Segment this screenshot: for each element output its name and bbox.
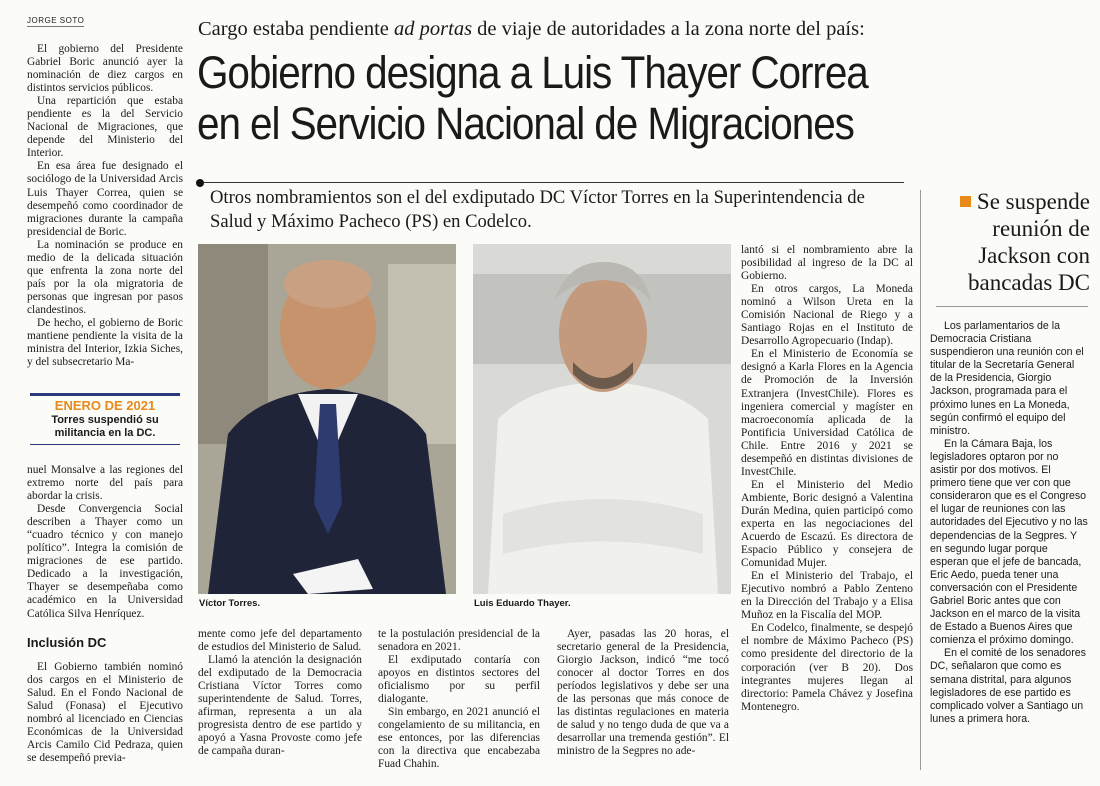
column-2 bbox=[198, 628, 362, 758]
photo-caption-left: Víctor Torres. bbox=[199, 598, 261, 609]
paragraph: En el Ministerio del Medio Ambiente, Boric designó a Valentina Durán Medina, quien participó como experta en las negociaciones del Acuerdo de Escazú. Es directora de Espacio Público y consejera de Comunidad Mujer. bbox=[741, 478, 913, 570]
kicker-after: de viaje de autoridades a la zona norte del país: bbox=[472, 18, 865, 40]
byline: JORGE SOTO bbox=[27, 16, 85, 25]
paragraph: El gobierno del Presidente Gabriel Boric anunció ayer la nominación de diez cargos en distintos servicios públicos. bbox=[27, 43, 183, 95]
column-1-bottom bbox=[27, 661, 183, 765]
paragraph: En el Ministerio del Trabajo, el Ejecutivo nombró a Pablo Zenteno en la Dirección del Trabajo y a Elisa Muñoz en la Fiscalía del MOP. bbox=[741, 570, 913, 622]
paragraph: De hecho, el gobierno de Boric mantiene pendiente la visita de la ministra del Interior, Izkia Siches, y del subsecretario Ma- bbox=[27, 316, 183, 369]
kicker-before: Cargo estaba pendiente bbox=[198, 18, 395, 40]
paragraph: Llamó la atención la designación del exdiputado de la Democracia Cristiana Víctor Torres como superintendente de Salud. Torres, afirman, representa a un ala progresista dentro de ese partido y apoyó a Yasna Provoste como jefe de campaña duran- bbox=[198, 654, 362, 758]
photo-victor-torres bbox=[198, 244, 456, 594]
sidebar-headline bbox=[930, 188, 1090, 296]
sidebar-headline-text: Se suspende reunión de Jackson con bancadas DC bbox=[968, 189, 1090, 295]
paragraph: Desde Convergencia Social describen a Thayer como un “cuadro técnico y con manejo político”. Integra la comisión de migraciones de ese partido. Dedicado a la investigación, Thayer se desempeñaba como académico en la Universidad Católica Silva Henríquez. bbox=[27, 503, 183, 620]
paragraph: En la Cámara Baja, los legisladores optaron por no asistir por dos motivos. El primero tiene que ver con que consideraron que es el Congreso el lugar de reuniones con las autoridades del Ejecutivo y no las dependencias de la Segpres. Y en segundo lugar porque esperan que el jefe de bancada, Eric Aedo, pueda tener una conversación con el Presidente Gabriel Boric antes que con Jackson en el marco de la visita de Estado a Buenos Aires que comienza el próximo domingo. bbox=[930, 437, 1088, 647]
rule-line bbox=[204, 182, 904, 183]
callout-text: Torres suspendió su militancia en la DC. bbox=[51, 414, 159, 439]
photo-caption-right: Luis Eduardo Thayer. bbox=[474, 598, 571, 609]
portrait-illustration bbox=[198, 244, 456, 594]
paragraph: En el Ministerio de Economía se designó a Karla Flores en la Agencia de Promoción de la Inversión Extranjera (InvestChile). Flores es ingeniera comercial y magíster en macroeconomía aplicada de la Pontificia Universidad Católica de Chile. Entre 2016 y 2021 se desempeñó en distintas divisiones de InvestChile. bbox=[741, 348, 913, 478]
rule-dot bbox=[196, 179, 204, 187]
paragraph: En esa área fue designado el sociólogo de la Universidad Arcis Luis Thayer Correa, quien se desempeñó como coordinador de migraciones durante la campaña presidencial de Boric. bbox=[27, 160, 183, 238]
photo-luis-eduardo-thayer bbox=[473, 244, 731, 594]
paragraph: Ayer, pasadas las 20 horas, el secretario general de la Presidencia, Giorgio Jackson, indicó “me tocó conocer al doctor Torres en dos períodos legislativos y debe ser una de las personas que más conoce de las distintas regulaciones en materia de salud y no tengo duda de que va a desarrollar una tremenda gestión”. El ministro de la Segpres no ade- bbox=[557, 628, 729, 758]
paragraph: La nominación se produce en medio de la delicada situación que enfrenta la zona norte del país por la ola migratoria de personas que ingresan por pasos clandestinos. bbox=[27, 238, 183, 316]
paragraph: Sin embargo, en 2021 anunció el congelamiento de su militancia, en ese entonces, por las diferencias con la directiva que encabezaba Fuad Chahin. bbox=[378, 706, 540, 771]
column-3 bbox=[378, 628, 540, 772]
paragraph: En otros cargos, La Moneda nominó a Wilson Ureta en la Comisión Nacional de Riego y a Santiago Rojas en el Instituto de Desarrollo Agropecuario (Indap). bbox=[741, 283, 913, 348]
subhead: Otros nombramientos son el del exdiputado DC Víctor Torres en la Superintendencia de Salud y Máximo Pacheco (PS) en Codelco. bbox=[210, 187, 865, 232]
paragraph: lantó si el nombramiento abre la posibilidad al ingreso de la DC al Gobierno. bbox=[741, 244, 913, 283]
callout-year: ENERO DE 2021 bbox=[54, 398, 156, 413]
orange-square-icon bbox=[960, 196, 971, 207]
paragraph: Los parlamentarios de la Democracia Cristiana suspendieron una reunión con el titular de la Secretaría General de la Presidencia, Giorgio Jackson, programada para el próximo lunes en La Moneda, según confirmó el equipo del ministro. bbox=[930, 320, 1084, 437]
headline-line-1: Gobierno designa a Luis Thayer Correa bbox=[197, 47, 868, 98]
sidebar-underline bbox=[936, 306, 1088, 307]
column-1-top bbox=[27, 43, 183, 369]
sidebar-divider bbox=[920, 190, 921, 770]
section-heading: Inclusión DC bbox=[27, 635, 107, 650]
paragraph: mente como jefe del departamento de estudios del Ministerio de Salud. bbox=[198, 628, 362, 654]
kicker-italic: ad portas bbox=[394, 18, 473, 40]
headline bbox=[197, 47, 868, 149]
paragraph: El Gobierno también nominó dos cargos en el Ministerio de Salud. En el Fondo Nacional de Salud (Fonasa) el Ejecutivo nombró al licenciado en Ciencias Económicas de la Universidad Arcis Camilo Cid Pedraza, quien se desempeñó previa- bbox=[27, 661, 183, 765]
paragraph: Una repartición que estaba pendiente es la del Servicio Nacional de Migraciones, que depende del Ministerio del Interior. bbox=[27, 95, 183, 160]
column-5 bbox=[741, 244, 913, 714]
callout-box bbox=[30, 393, 180, 445]
column-4 bbox=[557, 628, 729, 758]
kicker bbox=[198, 18, 865, 41]
paragraph: En el comité de los senadores DC, señalaron que como es semana distrital, para algunos legisladores de ese partido es complicado volver a Santiago un lunes a primera hora. bbox=[930, 647, 1086, 725]
headline-line-2: en el Servicio Nacional de Migraciones bbox=[197, 98, 854, 149]
paragraph: nuel Monsalve a las regiones del extremo norte del país para abordar la crisis. bbox=[27, 464, 183, 503]
paragraph: El exdiputado contaría con apoyos en distintos sectores del oficialismo por su perfil dialogante. bbox=[378, 654, 540, 706]
portrait-illustration bbox=[473, 244, 731, 594]
column-1-middle bbox=[27, 464, 183, 621]
sidebar-body bbox=[930, 320, 1088, 726]
paragraph: te la postulación presidencial de la senadora en 2021. bbox=[378, 628, 540, 654]
paragraph: En Codelco, finalmente, se despejó el nombre de Máximo Pacheco (PS) como presidente del directorio de la corporación (ver B 20). Dos integrantes mujeres llegan al directorio: Pamela Chávez y Josefina Montenegro. bbox=[741, 622, 913, 713]
